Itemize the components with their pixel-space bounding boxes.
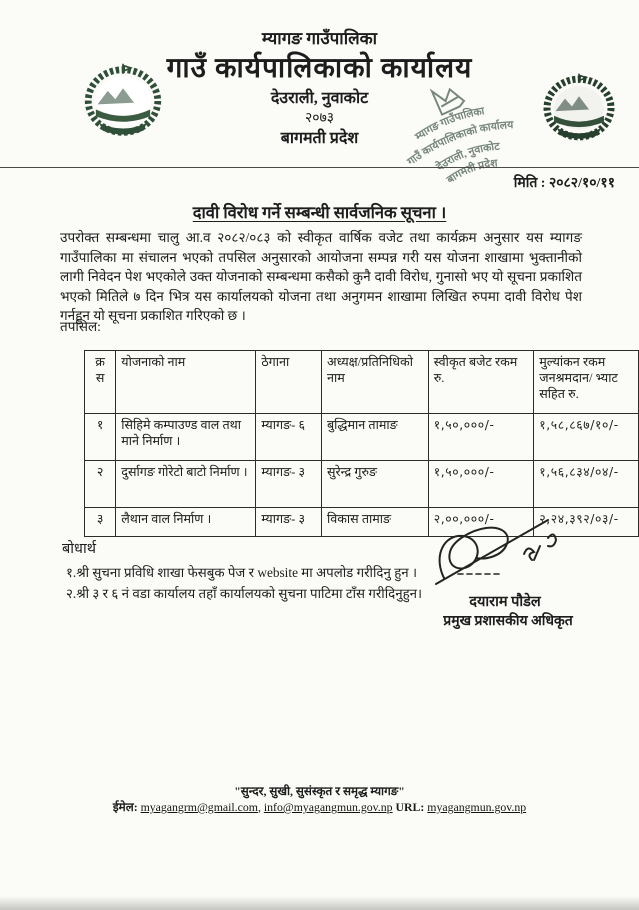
cell-project: सिहिमे कम्पाउण्ड वाल तथा माने निर्माण । [116, 414, 256, 461]
cell-address: म्यागङ- ६ [256, 414, 322, 461]
cell-project: लैथान वाल निर्माण । [116, 508, 256, 537]
cc-item: २.श्री ३ र ६ नं वडा कार्यालय तहाँ कार्यालयको सुचना पाटिमा टाँस गरीदिनुहुन। [66, 586, 423, 601]
notice-date: मिति : २०८२/१०/११ [513, 176, 615, 191]
cell-evaluation: २,२४,३९२/०३/- [534, 508, 639, 537]
cell-sn: १ [85, 414, 116, 461]
office-name: गाउँ कार्यपालिकाको कार्यालय [166, 53, 473, 85]
cell-representative: बुद्धिमान तामाङ [321, 414, 428, 461]
province-name: बागमती प्रदेश [280, 129, 359, 147]
table-row [85, 461, 639, 508]
header-sn: क्र स [85, 351, 116, 414]
email-link-gmail[interactable]: myagangrm@gmail.com [140, 800, 258, 814]
cc-label: बोधार्थ [62, 541, 96, 557]
stamp-line-1: म्यागङ गाउँपालिका [413, 105, 486, 144]
header-address: ठेगाना [256, 351, 322, 414]
header-representative: अध्यक्ष/प्रतिनिधिको नाम [321, 351, 428, 414]
cell-evaluation: १,५८,८६७/१०/- [534, 414, 639, 461]
contact-line [0, 799, 639, 815]
cell-evaluation: १,५६,८३४/०४/- [534, 461, 639, 508]
header-divider [0, 167, 639, 168]
cell-project: दुर्सागङ गोरेटो बाटो निर्माण । [116, 461, 256, 508]
municipality-name: म्यागङ गाउँपालिका [261, 29, 378, 48]
url-label: URL: [392, 800, 428, 814]
email-link-official[interactable]: info@myagangmun.gov.np [263, 800, 393, 814]
cell-representative: सुरेन्द्र गुरुङ [321, 461, 428, 508]
scan-edge-shadow [0, 896, 639, 910]
handwritten-signature [428, 508, 588, 597]
stamp-line-4: बागमती प्रदेश [444, 157, 498, 187]
cell-budget: १,५०,०००/- [428, 461, 534, 508]
notice-body: उपरोक्त सम्बन्धमा चालु आ.व २०८२/०८३ को स्वीकृत वार्षिक वजेट तथा कार्यक्रम अनुसार यस म्यागङ गाउँपालिका मा संचालन भएको तपसिल अनुसारको आयोजना सम्पन्न गरी यस योजना शाखामा भुक्तानीको लागी निवेदन पेश भएकोले उक्त योजनाको सम्बन्धमा कसैको कुनै दावी विरोध, गुनासो भए यो सूचना प्रकाशित भएको मितिले ७ दिन भित्र यस कार्यालयको योजना तथा अनुगमन शाखामा लिखित रुपमा दावी विरोध पेश गर्नहुन यो सूचना प्रकाशित गरिएको छ । [60, 230, 582, 323]
header-evaluation: मुल्यांकन रकम जनश्रमदान/ भ्याट सहित रु. [534, 351, 639, 414]
notice-title: दावी विरोध गर्ने सम्बन्धी सार्वजनिक सूचना । [192, 203, 447, 222]
website-link[interactable]: myagangmun.gov.np [427, 800, 527, 814]
cell-representative: विकास तामाङ [321, 508, 428, 537]
cell-address: म्यागङ- ३ [256, 508, 322, 537]
municipality-motto: "सुन्दर, सुखी, सुसंस्कृत र समृद्ध म्यागङ" [234, 784, 405, 798]
stamp-line-2: गाउँ कार्यपालिकाको कार्यालय [405, 119, 514, 168]
header-budget: स्वीकृत बजेट रकम रु. [428, 351, 534, 414]
schedule-label: तपसिल: [60, 319, 101, 334]
letterhead [0, 28, 639, 149]
cell-sn: २ [85, 461, 116, 508]
signatory-title: प्रमुख प्रशासकीय अधिकृत [443, 614, 573, 629]
cell-address: म्यागङ- ३ [256, 461, 322, 508]
office-address: देउराली, नुवाकोट [270, 90, 369, 108]
table-header-row [85, 351, 639, 414]
header-project: योजनाको नाम [116, 351, 256, 414]
email-label: ईमेल: [112, 800, 138, 814]
cell-sn: ३ [85, 508, 116, 537]
separator: , [257, 800, 264, 814]
table-row [85, 414, 639, 461]
establishment-year: २०७३ [304, 111, 335, 127]
cc-item: १.श्री सुचना प्रविधि शाखा फेसबुक पेज र website मा अपलोड गरीदिनु हुन । [66, 565, 418, 580]
signatory-name: दयाराम पौडेल [469, 594, 541, 610]
cell-budget: २,००,०००/- [428, 508, 534, 537]
stamp-line-3: देउराली, नुवाकोट [434, 140, 501, 174]
cell-budget: १,५०,०००/- [428, 414, 534, 461]
